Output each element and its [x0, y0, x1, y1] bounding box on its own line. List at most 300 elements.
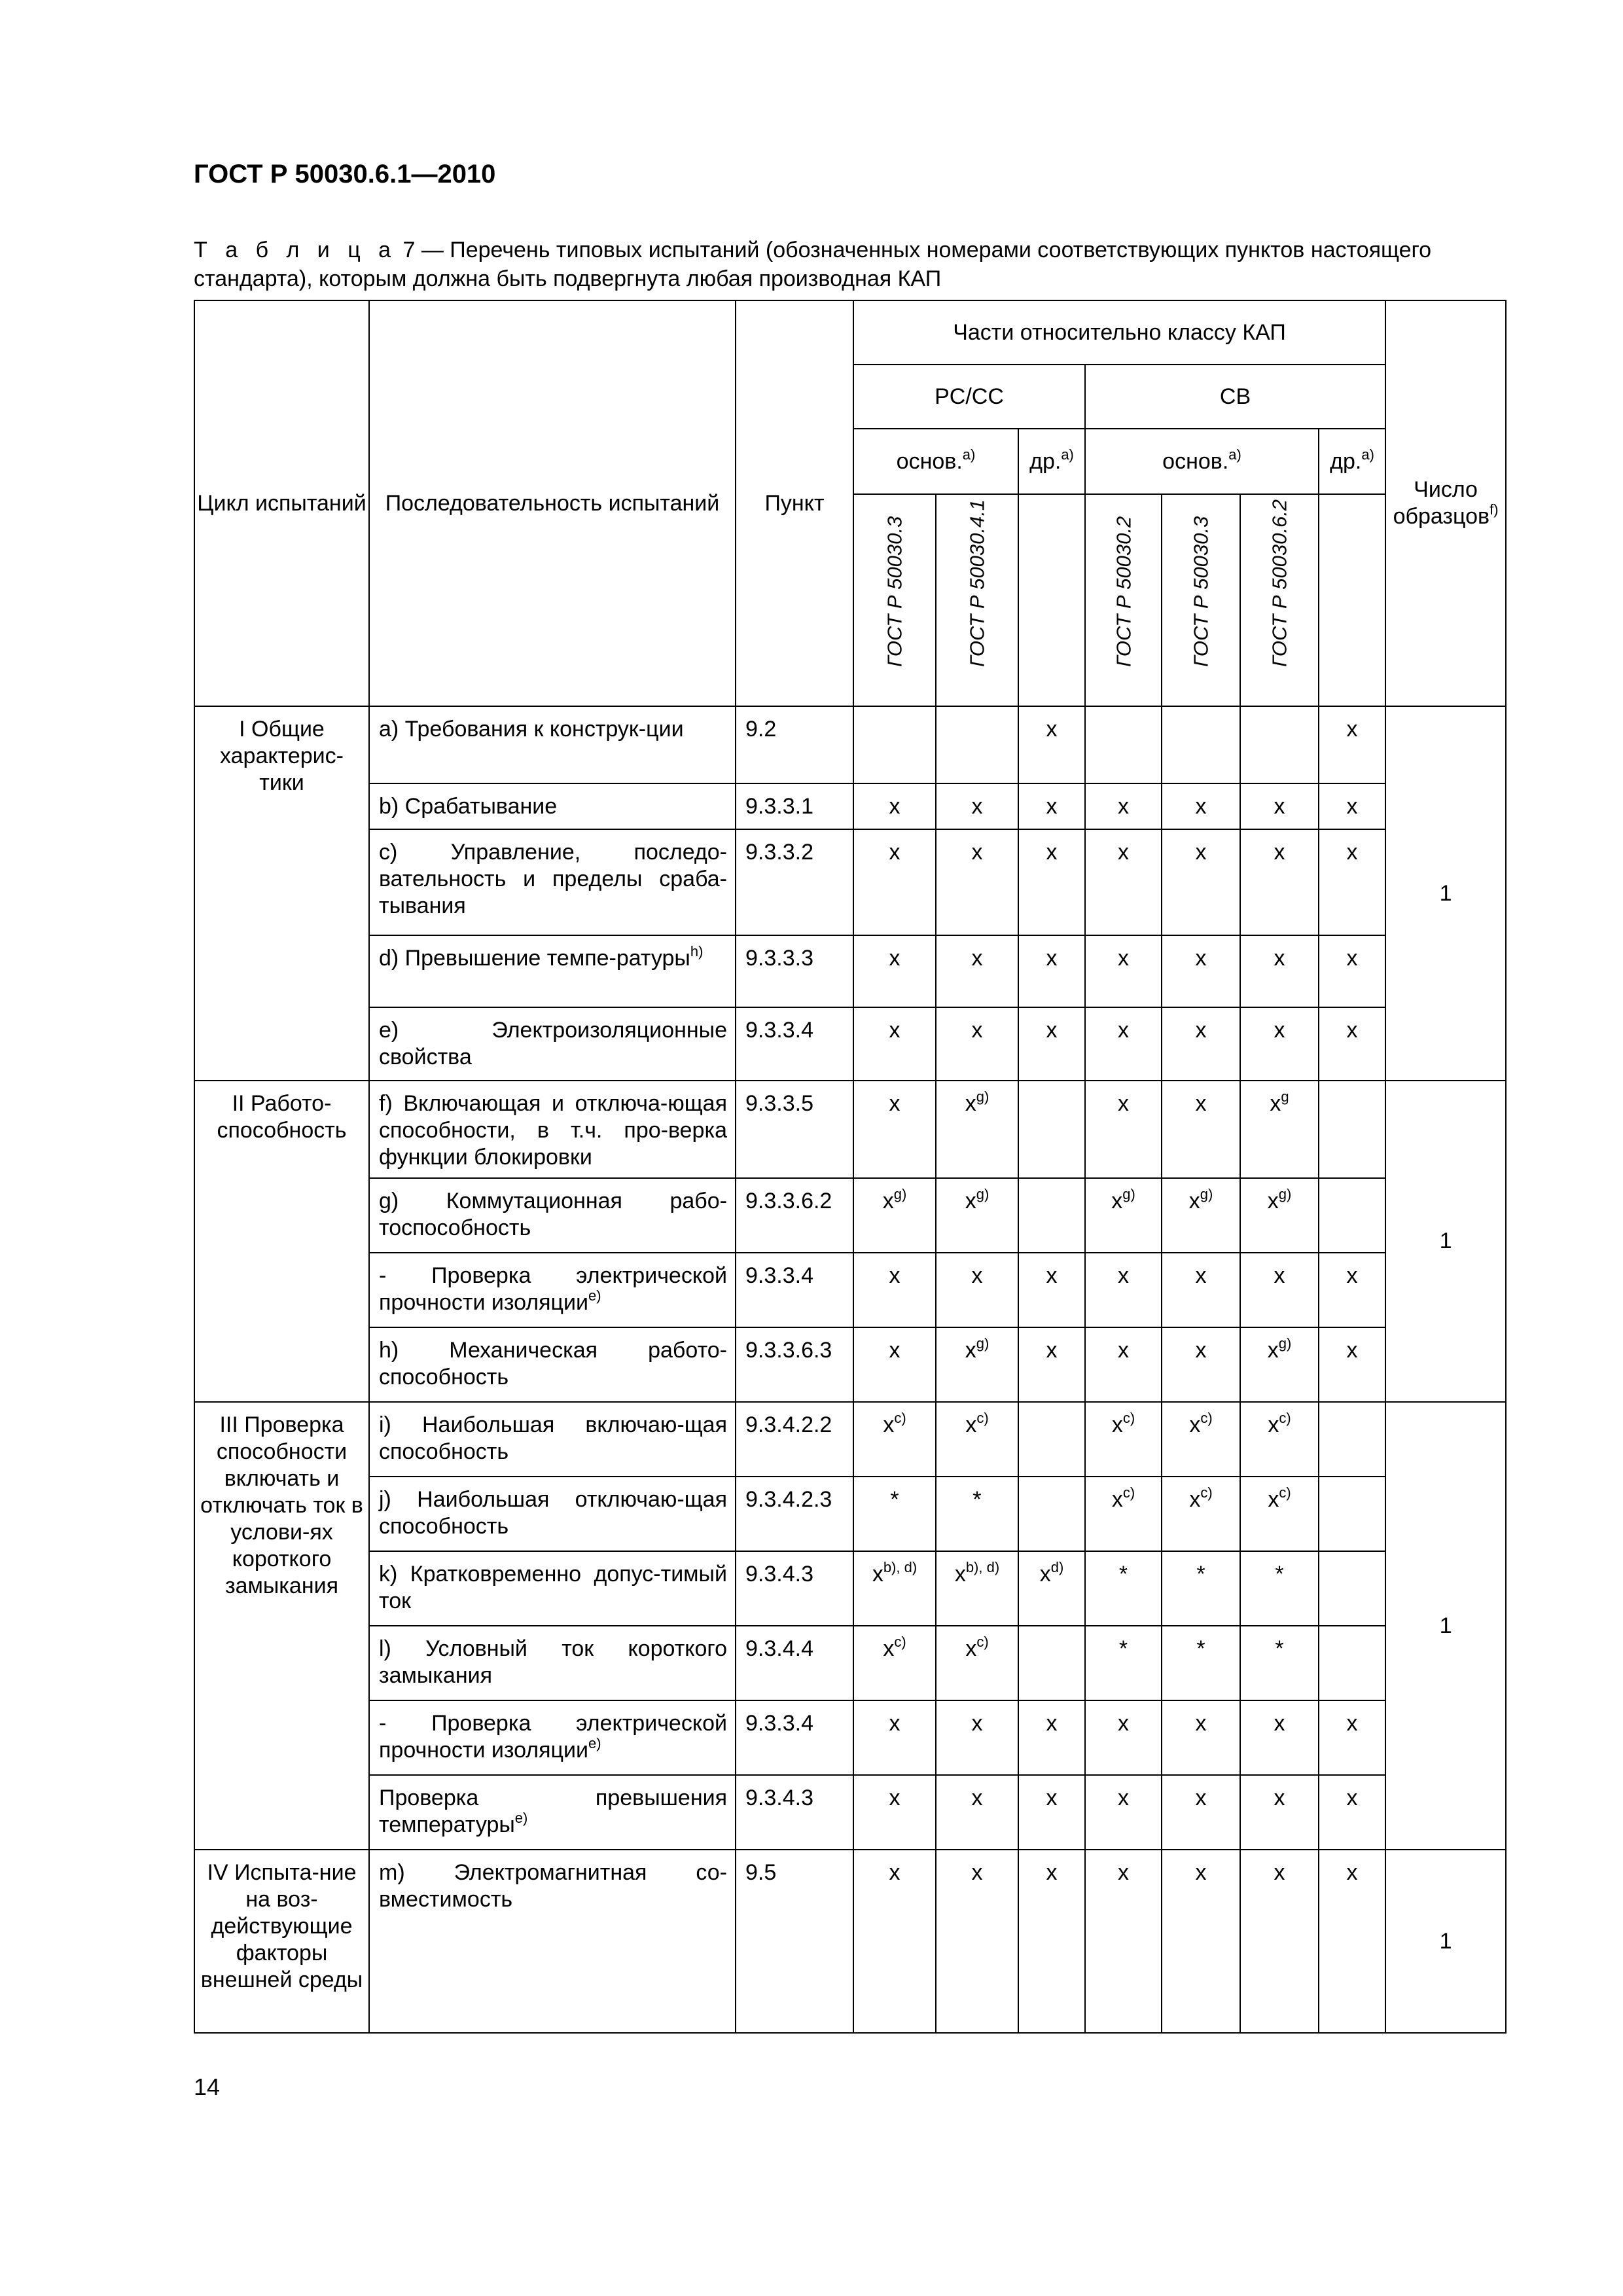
mark-cell [1240, 1327, 1319, 1402]
mark: x [1346, 794, 1358, 819]
mark-cell [936, 1402, 1018, 1477]
mark-cell [1085, 783, 1162, 829]
mark-x: x [1267, 1189, 1279, 1213]
cycle-cell: I Общие характерис-тики [194, 706, 369, 1081]
mark-x: x [965, 1091, 976, 1116]
mark-cell [1085, 1477, 1162, 1551]
footnote-ref: g) [1278, 1186, 1292, 1202]
standard-label: ГОСТ Р 50030.3 [1189, 516, 1213, 667]
header-osnov-1: основ.$^{a)}$ [853, 429, 1018, 494]
mark: x [889, 1860, 901, 1885]
mark: x [1346, 1711, 1358, 1736]
mark-cell [853, 1551, 936, 1626]
sample-count-cell: 1 [1385, 1402, 1506, 1850]
mark-cell [1240, 1477, 1319, 1551]
mark: x [1274, 1018, 1285, 1043]
mark-cell [1162, 1402, 1240, 1477]
mark: x [1118, 1785, 1129, 1810]
mark: x [889, 1785, 901, 1810]
mark-cell [1085, 1626, 1162, 1700]
mark-cell [1240, 1178, 1319, 1253]
mark-cell [1319, 1850, 1385, 2033]
table-row [194, 1626, 1506, 1700]
mark-cell [936, 1775, 1018, 1850]
mark: x [971, 1018, 983, 1043]
mark-cell [853, 1402, 936, 1477]
mark-cell [1162, 1477, 1240, 1551]
document-header: ГОСТ Р 50030.6.1—2010 [194, 160, 496, 188]
mark: x [889, 1711, 901, 1736]
clause-cell: 9.3.3.3 [736, 935, 853, 1007]
mark-cell [1162, 1626, 1240, 1700]
footnote-ref: g [1281, 1088, 1289, 1105]
mark-cell [1085, 1850, 1162, 2033]
mark-cell [1162, 783, 1240, 829]
mark-cell [853, 1007, 936, 1081]
mark: x [1195, 1785, 1207, 1810]
clause-cell: 9.3.3.6.2 [736, 1178, 853, 1253]
mark: * [972, 1487, 982, 1512]
mark-cell [936, 829, 1018, 935]
mark: x [1118, 794, 1129, 819]
mark: x [1274, 1860, 1285, 1885]
sequence-cell: Проверка превышения температуры$^{e)}$ [369, 1775, 736, 1850]
clause-cell: 9.3.4.2.2 [736, 1402, 853, 1477]
clause-cell: 9.3.3.4 [736, 1700, 853, 1775]
footnote-ref: e) [588, 1735, 601, 1751]
clause-cell: 9.3.4.4 [736, 1626, 853, 1700]
cycle-cell: IV Испыта-ние на воз-действующие факторы внешней среды [194, 1850, 369, 2033]
caption-text: 7 — Перечень типовых испытаний (обозначенных номерами соответствующих пунктов настоящего стандарта), которым должна быть подвергнута любая производная КАП [194, 238, 1432, 291]
mark-cell [1319, 829, 1385, 935]
footnote-ref: c) [1122, 1484, 1135, 1501]
mark-cell [853, 783, 936, 829]
mark-x: x [965, 1636, 977, 1661]
mark: x [1118, 840, 1129, 865]
mark-cell [936, 1178, 1018, 1253]
header-parts: Части относительно классу КАП [853, 300, 1385, 365]
mark-cell [1085, 1178, 1162, 1253]
footnote-ref: g) [976, 1088, 990, 1105]
footnote-ref: e) [588, 1287, 601, 1304]
sequence-cell: b) Срабатывание [369, 783, 736, 829]
sequence-cell: g) Коммутационная рабо-тоспособность [369, 1178, 736, 1253]
mark-cell [1319, 1007, 1385, 1081]
table-row [194, 783, 1506, 829]
mark-cell [1018, 706, 1085, 783]
mark-cell [1319, 1477, 1385, 1551]
mark-cell [1085, 1253, 1162, 1327]
footnote-ref: g) [1200, 1186, 1213, 1202]
mark-cell [853, 1477, 936, 1551]
standard-label: ГОСТ Р 50030.3 [883, 516, 906, 667]
mark-cell [936, 1477, 1018, 1551]
footnote-ref: g) [976, 1335, 990, 1352]
mark: * [1196, 1636, 1205, 1661]
mark-cell [1319, 1402, 1385, 1477]
header-group-pc-cc: PC/CC [853, 365, 1085, 429]
header-sequence: Последовательность испытаний [369, 300, 736, 706]
mark-cell [1240, 1007, 1319, 1081]
footnote-ref: g) [1122, 1186, 1135, 1202]
table-row [194, 1402, 1506, 1477]
clause-cell: 9.3.4.3 [736, 1551, 853, 1626]
mark-cell [1085, 1775, 1162, 1850]
caption-prefix: Т а б л и ц а [194, 238, 397, 262]
mark: x [971, 946, 983, 971]
mark: x [1346, 946, 1358, 971]
mark-cell [1018, 829, 1085, 935]
mark: x [971, 840, 983, 865]
mark: * [1275, 1562, 1284, 1587]
mark-cell [1018, 1007, 1085, 1081]
table-row [194, 1081, 1506, 1178]
mark: x [889, 1263, 901, 1288]
mark: x [971, 794, 983, 819]
mark-x: x [954, 1562, 966, 1587]
mark-cell [853, 1775, 936, 1850]
mark-cell [853, 706, 936, 783]
mark: * [1118, 1636, 1128, 1661]
clause-cell: 9.3.3.2 [736, 829, 853, 935]
standard-label: ГОСТ Р 50030.6.2 [1268, 499, 1291, 667]
mark: x [971, 1785, 983, 1810]
clause-cell: 9.3.3.1 [736, 783, 853, 829]
mark: x [1118, 946, 1129, 971]
mark-cell [1018, 1551, 1085, 1626]
mark-x: x [965, 1189, 976, 1213]
mark-cell [853, 1626, 936, 1700]
mark-x: x [883, 1412, 895, 1437]
footnote-ref: g) [1278, 1335, 1292, 1352]
mark-cell [1319, 1253, 1385, 1327]
mark: x [1195, 946, 1207, 971]
mark-cell [1240, 1253, 1319, 1327]
footnote-ref: g) [893, 1186, 907, 1202]
table-row [194, 1327, 1506, 1402]
footnote-ref: b), d) [965, 1559, 1000, 1575]
footnote-ref: c) [1200, 1410, 1213, 1426]
mark-cell [1018, 1850, 1085, 2033]
mark-x: x [1267, 1338, 1279, 1363]
mark-x: x [1189, 1412, 1201, 1437]
footnote-ref: c) [976, 1410, 989, 1426]
mark: x [1195, 1263, 1207, 1288]
mark: x [889, 1091, 901, 1116]
mark: x [1046, 840, 1058, 865]
mark-cell [1162, 706, 1240, 783]
mark: x [1274, 1711, 1285, 1736]
mark: x [1195, 1018, 1207, 1043]
mark: x [1195, 1711, 1207, 1736]
mark-cell [853, 1327, 936, 1402]
mark-x: x [1189, 1487, 1201, 1512]
mark-cell [1085, 1402, 1162, 1477]
mark-cell [936, 1850, 1018, 2033]
cycle-cell: II Работо-способность [194, 1081, 369, 1402]
sequence-cell: m) Электромагнитная со-вместимость [369, 1850, 736, 2033]
mark: x [1118, 1018, 1129, 1043]
mark: x [1118, 1263, 1129, 1288]
mark-x: x [872, 1562, 883, 1587]
header-standard [1319, 494, 1385, 706]
mark-cell [1162, 1007, 1240, 1081]
mark: x [1046, 1263, 1058, 1288]
mark-cell [1018, 1477, 1085, 1551]
mark-cell [1162, 1178, 1240, 1253]
mark: x [889, 840, 901, 865]
header-standard [1085, 494, 1162, 706]
mark-cell [1085, 1327, 1162, 1402]
page-number: 14 [194, 2073, 221, 2100]
mark-cell [936, 1700, 1018, 1775]
mark-cell [853, 1081, 936, 1178]
clause-cell: 9.3.3.5 [736, 1081, 853, 1178]
mark-x: x [883, 1636, 895, 1661]
sequence-cell: - Проверка электрической прочности изоляции$^{e)}$ [369, 1700, 736, 1775]
header-cycle: Цикл испытаний [194, 300, 369, 706]
footnote-ref: c) [894, 1410, 906, 1426]
mark: x [971, 1711, 983, 1736]
mark-cell [936, 1551, 1018, 1626]
clause-cell: 9.3.3.4 [736, 1007, 853, 1081]
mark: x [889, 1018, 901, 1043]
mark-cell [1319, 783, 1385, 829]
mark: x [1118, 1338, 1129, 1363]
header-count: Число образцов$^{f)}$ [1385, 300, 1506, 706]
mark-cell [1240, 1700, 1319, 1775]
mark: x [889, 946, 901, 971]
mark-cell [1018, 1626, 1085, 1700]
mark: x [1346, 1860, 1358, 1885]
header-standard [853, 494, 936, 706]
mark-cell [1240, 935, 1319, 1007]
mark-cell [1319, 706, 1385, 783]
mark: x [1274, 946, 1285, 971]
mark: x [1046, 946, 1058, 971]
footnote-ref: g) [976, 1186, 990, 1202]
mark-x: x [1268, 1487, 1279, 1512]
mark-cell [1240, 783, 1319, 829]
mark-cell [1240, 1626, 1319, 1700]
mark: x [1118, 1711, 1129, 1736]
mark-cell [936, 1253, 1018, 1327]
mark: x [1046, 1711, 1058, 1736]
mark: x [1118, 1860, 1129, 1885]
mark: x [1118, 1091, 1129, 1116]
mark-x: x [1039, 1562, 1051, 1587]
mark: * [1118, 1562, 1128, 1587]
sequence-cell: d) Превышение темпе-ратуры$^{h)}$ [369, 935, 736, 1007]
mark-cell [1162, 935, 1240, 1007]
footnote-ref: c) [1200, 1484, 1213, 1501]
mark-cell [1162, 1253, 1240, 1327]
mark-cell [853, 1850, 936, 2033]
table-row [194, 1850, 1506, 2033]
clause-cell: 9.3.4.3 [736, 1775, 853, 1850]
mark-cell [936, 935, 1018, 1007]
clause-cell: 9.5 [736, 1850, 853, 2033]
mark-cell [1162, 1775, 1240, 1850]
mark-cell [1240, 1081, 1319, 1178]
mark: x [1274, 794, 1285, 819]
table-row [194, 1700, 1506, 1775]
standard-label: ГОСТ Р 50030.4.1 [965, 499, 989, 667]
mark-cell [853, 1253, 936, 1327]
sequence-cell: c) Управление, последо-вательность и пределы сраба-тывания [369, 829, 736, 935]
table-row [194, 1007, 1506, 1081]
sequence-cell: f) Включающая и отключа-ющая способности, в т.ч. про-верка функции блокировки [369, 1081, 736, 1178]
mark-cell [1018, 783, 1085, 829]
mark: x [1046, 1785, 1058, 1810]
mark: x [971, 1860, 983, 1885]
mark: x [1046, 1860, 1058, 1885]
mark-cell [1240, 1850, 1319, 2033]
mark-cell [1018, 1327, 1085, 1402]
footnote-ref: c) [976, 1634, 989, 1650]
footnote-ref: e) [514, 1810, 528, 1826]
table-row [194, 1551, 1506, 1626]
mark-cell [1319, 935, 1385, 1007]
header-standard [936, 494, 1018, 706]
header-dr-2: др.$^{a)}$ [1319, 429, 1385, 494]
table-row [194, 1477, 1506, 1551]
mark: x [1346, 717, 1358, 742]
mark-cell [936, 1626, 1018, 1700]
mark-x: x [882, 1189, 894, 1213]
mark-cell [1162, 1327, 1240, 1402]
mark-x: x [1188, 1189, 1200, 1213]
sequence-cell: h) Механическая работо-способность [369, 1327, 736, 1402]
sequence-cell: - Проверка электрической прочности изоляции$^{e)}$ [369, 1253, 736, 1327]
mark-cell [1162, 1850, 1240, 2033]
mark-cell [1085, 1007, 1162, 1081]
clause-cell: 9.3.4.2.3 [736, 1477, 853, 1551]
mark-x: x [1111, 1487, 1123, 1512]
sample-count-cell: 1 [1385, 1850, 1506, 2033]
mark: x [1346, 1785, 1358, 1810]
sample-count-cell: 1 [1385, 1081, 1506, 1402]
mark: x [1046, 1338, 1058, 1363]
mark-cell [1018, 1700, 1085, 1775]
mark-x: x [965, 1412, 977, 1437]
footnote-ref: b), d) [883, 1559, 918, 1575]
clause-cell: 9.2 [736, 706, 853, 783]
mark: x [1274, 1785, 1285, 1810]
mark: x [1195, 1860, 1207, 1885]
mark: x [1046, 794, 1058, 819]
header-standard [1240, 494, 1319, 706]
mark-x: x [1268, 1412, 1279, 1437]
mark-cell [1085, 935, 1162, 1007]
header-clause: Пункт [736, 300, 853, 706]
mark: x [1346, 1338, 1358, 1363]
footnote-ref: d) [1050, 1559, 1064, 1575]
mark-cell [853, 1700, 936, 1775]
footnote-ref: c) [1279, 1410, 1291, 1426]
mark-x: x [1111, 1412, 1123, 1437]
mark-cell [1018, 1402, 1085, 1477]
sequence-cell: k) Кратковременно допус-тимый ток [369, 1551, 736, 1626]
table-row [194, 1775, 1506, 1850]
mark-x: x [965, 1338, 976, 1363]
mark: x [1274, 1263, 1285, 1288]
mark: x [1346, 840, 1358, 865]
header-group-cb: CB [1085, 365, 1385, 429]
mark-cell [1240, 829, 1319, 935]
mark-cell [1018, 1081, 1085, 1178]
mark-x: x [1270, 1091, 1281, 1116]
mark-cell [1162, 829, 1240, 935]
header-standard [1162, 494, 1240, 706]
table-caption [194, 236, 1516, 293]
mark: x [1046, 1018, 1058, 1043]
mark-cell [1162, 1700, 1240, 1775]
sequence-cell: i) Наибольшая включаю-щая способность [369, 1402, 736, 1477]
mark: x [1195, 794, 1207, 819]
mark-cell [1319, 1551, 1385, 1626]
mark-cell [1319, 1626, 1385, 1700]
mark-cell [853, 935, 936, 1007]
standard-label: ГОСТ Р 50030.2 [1112, 516, 1135, 667]
footnote-ref: h) [690, 943, 704, 960]
mark-cell [1085, 1551, 1162, 1626]
mark-cell [1240, 1775, 1319, 1850]
mark-x: x [1111, 1189, 1123, 1213]
test-table [194, 300, 1507, 2034]
mark: x [1195, 1091, 1207, 1116]
mark-cell [1319, 1327, 1385, 1402]
mark-cell [853, 829, 936, 935]
mark-cell [1162, 1551, 1240, 1626]
mark-cell [1085, 829, 1162, 935]
mark: x [1195, 1338, 1207, 1363]
mark-cell [1085, 1700, 1162, 1775]
mark: x [1274, 840, 1285, 865]
mark-cell [936, 1081, 1018, 1178]
mark: x [1346, 1263, 1358, 1288]
mark-cell [1240, 706, 1319, 783]
mark-cell [1018, 1775, 1085, 1850]
mark-cell [936, 1007, 1018, 1081]
mark: x [889, 794, 901, 819]
footnote-ref: c) [1279, 1484, 1291, 1501]
mark-cell [1319, 1775, 1385, 1850]
mark-cell [1319, 1178, 1385, 1253]
mark: * [1275, 1636, 1284, 1661]
sequence-cell: e) Электроизоляционные свойства [369, 1007, 736, 1081]
table-row [194, 829, 1506, 935]
sequence-cell: j) Наибольшая отключаю-щая способность [369, 1477, 736, 1551]
mark: x [971, 1263, 983, 1288]
header-osnov-2: основ.$^{a)}$ [1085, 429, 1319, 494]
mark-cell [1018, 935, 1085, 1007]
cycle-cell: III Проверка способности включать и отключать ток в услови-ях короткого замыкания [194, 1402, 369, 1850]
mark: * [890, 1487, 899, 1512]
mark-cell [936, 1327, 1018, 1402]
mark: x [889, 1338, 901, 1363]
mark-cell [1018, 1178, 1085, 1253]
mark: * [1196, 1562, 1205, 1587]
table-row [194, 1253, 1506, 1327]
mark-cell [1085, 1081, 1162, 1178]
table-row [194, 1178, 1506, 1253]
sequence-cell: a) Требования к конструк-ции [369, 706, 736, 783]
clause-cell: 9.3.3.4 [736, 1253, 853, 1327]
table-row [194, 935, 1506, 1007]
mark-cell [1319, 1081, 1385, 1178]
mark-cell [936, 783, 1018, 829]
